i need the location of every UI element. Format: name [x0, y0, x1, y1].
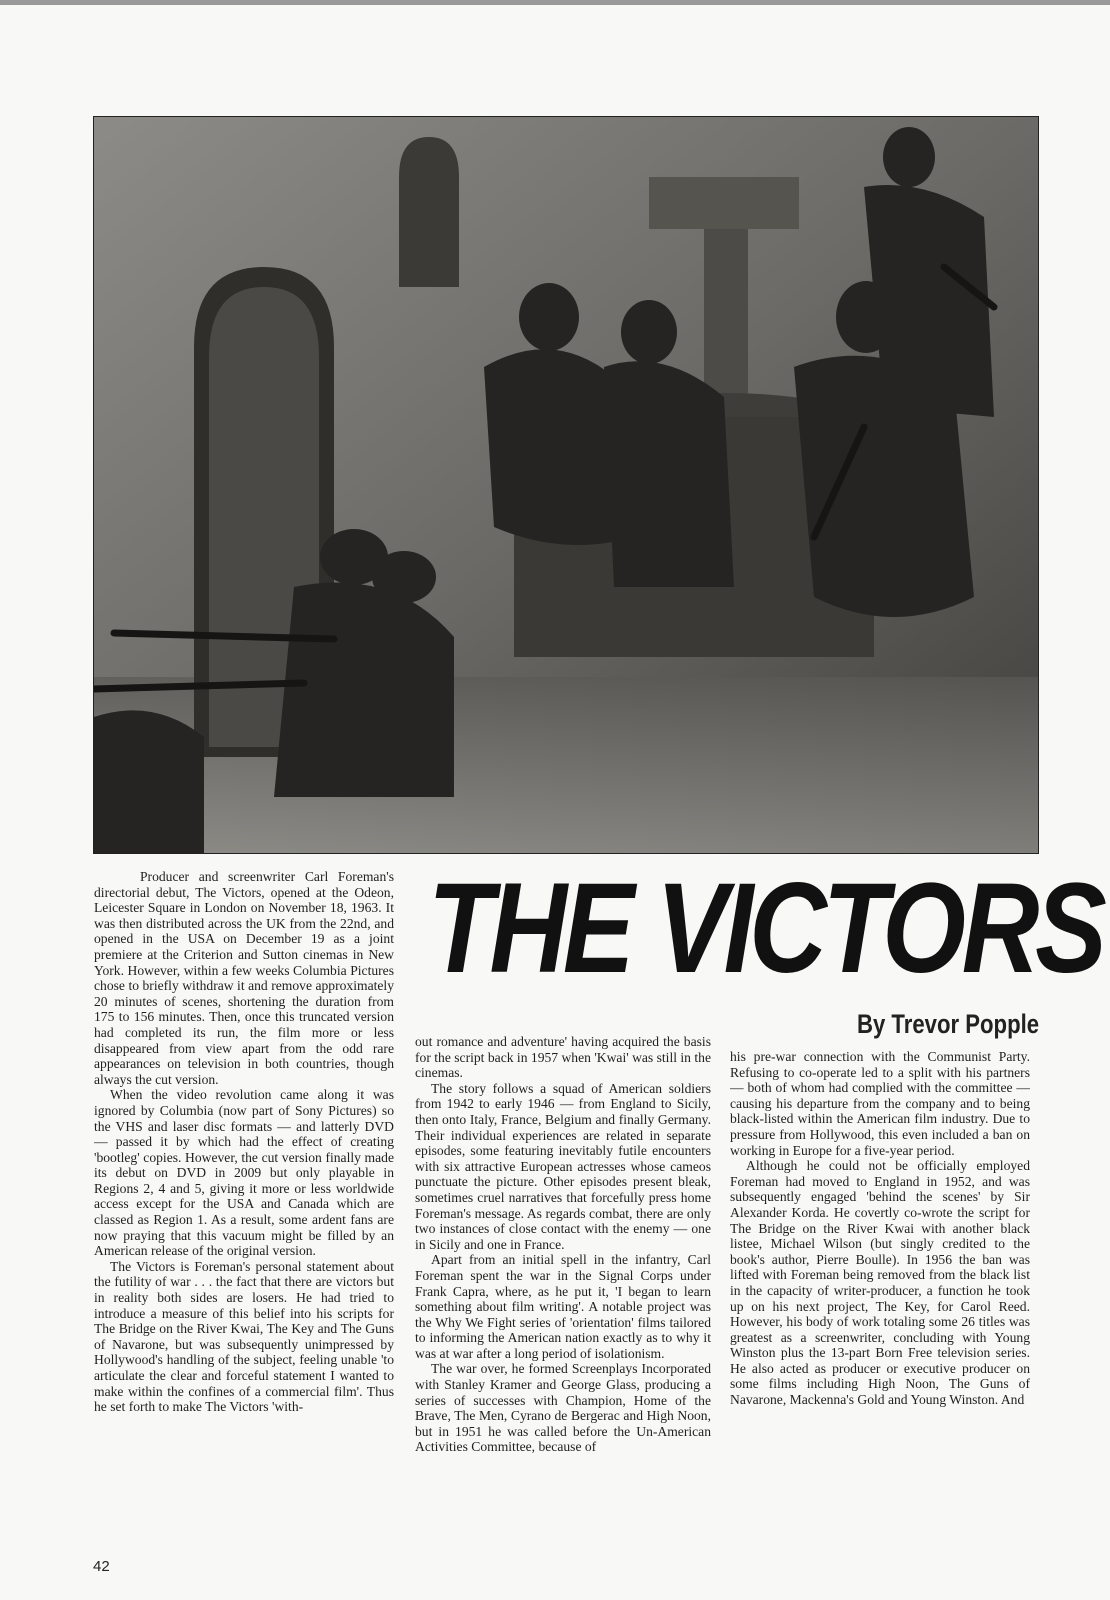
article-column-1 — [94, 869, 394, 1569]
paragraph: Apart from an initial spell in the infantry, Carl Foreman spent the war in the Signal Corps under Frank Capra, where, as he put it, 'I began to learn something about film writing'. A notable project was the Why We Fight series of 'orientation' films tailored to informing the American nation exactly as to why it was at war after a long period of isolationism. — [415, 1252, 711, 1361]
paragraph: The Victors is Foreman's personal statement about the futility of war . . . the fact that there are victors but in reality both sides are losers. He had tried to introduce a measure of this belief into his scripts for The Bridge on the River Kwai, The Key and The Guns of Navarone, but was subsequently unimpressed by Hollywood's handling of the subject, feeling unable 'to articulate the clear and forceful statement I wanted to make within the confines of a commercial film'. Thus he set forth to make The Victors 'with- — [94, 1258, 394, 1415]
war-film-still-photo — [94, 117, 1038, 853]
photo — [93, 116, 1039, 854]
article-column-3 — [730, 1049, 1030, 1569]
paragraph: The war over, he formed Screenplays Incorporated with Stanley Kramer and George Glass, producing a series of successes with Champion, Home of the Brave, The Men, Cyrano de Bergerac and High Noon, but in 1951 he was called before the Un-American Activities Committee, because of — [415, 1361, 711, 1455]
top-rule — [0, 0, 1110, 5]
paragraph: out romance and adventure' having acquired the basis for the script back in 1957 when 'Kwai' was still in the cinemas. — [415, 1034, 711, 1081]
paragraph: The story follows a squad of American soldiers from 1942 to early 1946 — from England to Sicily, then onto Italy, France, Belgium and finally Germany. Their individual experiences are related in separate episodes, some featuring inevitably futile encounters with six attractive European actresses whose cameos punctuate the picture. Other episodes present bleak, sometimes cruel narratives that forcefully press home Foreman's message. As regards combat, there are only two instances of close contact with the enemy — one in Sicily and one in France. — [415, 1080, 711, 1252]
article-column-2 — [415, 1034, 711, 1569]
article-title: THE VICTORS — [428, 857, 1103, 1000]
byline: By Trevor Popple — [856, 1009, 1039, 1039]
paragraph: When the video revolution came along it was ignored by Columbia (now part of Sony Pictures) so the VHS and laser disc formats — and latterly DVD — passed it by which had the effect of creating 'bootleg' copies. However, the cut version finally made its debut on DVD in 2009 but only playable in Regions 2, 4 and 5, giving it more or less worldwide access except for the USA and Canada which are classed as Region 1. As a result, some ardent fans are now praying that this vacuum might be filled by an American release of the original version. — [94, 1087, 394, 1259]
paragraph: Although he could not be officially employed Foreman had moved to England in 1952, and was subsequently engaged 'behind the scenes' by Sir Alexander Korda. He covertly co-wrote the script for The Bridge on the River Kwai with another black listee, Michael Wilson (but singly credited to the book's author, Pierre Boulle). In 1956 the ban was lifted with Foreman being removed from the black list in the capacity of writer-producer, a function he took up on his next project, The Key, for Carol Reed. However, his body of work totaling some 26 titles was greatest as a screenwriter, concluding with Young Winston plus the 13-part Born Free television series. He also acted as producer or executive producer on some films including High Noon, The Guns of Navarone, Mackenna's Gold and Young Winston. And — [730, 1158, 1030, 1408]
page-number: 42 — [93, 1558, 110, 1575]
paragraph: his pre-war connection with the Communist Party. Refusing to co-operate led to a split with his partners — both of whom had complied with the committee — causing his departure from the company and to being black-listed within the American film industry. Due to pressure from Hollywood, this even included a ban on working in Europe for a five-year period. — [730, 1049, 1030, 1158]
paragraph: Producer and screenwriter Carl Foreman's directorial debut, The Victors, opened at the Odeon, Leicester Square in London on November 18, 1963. It was then distributed across the UK from the 22nd, and opened in the USA on December 19 as a joint premiere at the Criterion and Sutton cinemas in New York. However, within a few weeks Columbia Pictures chose to briefly withdraw it and remove approximately 20 minutes of scenes, shortening the duration from 175 to 156 minutes. Then, once this truncated version had completed its run, the film more or less disappeared from view apart from the odd rare appearances on television in both countries, though always the cut version. — [94, 869, 394, 1087]
